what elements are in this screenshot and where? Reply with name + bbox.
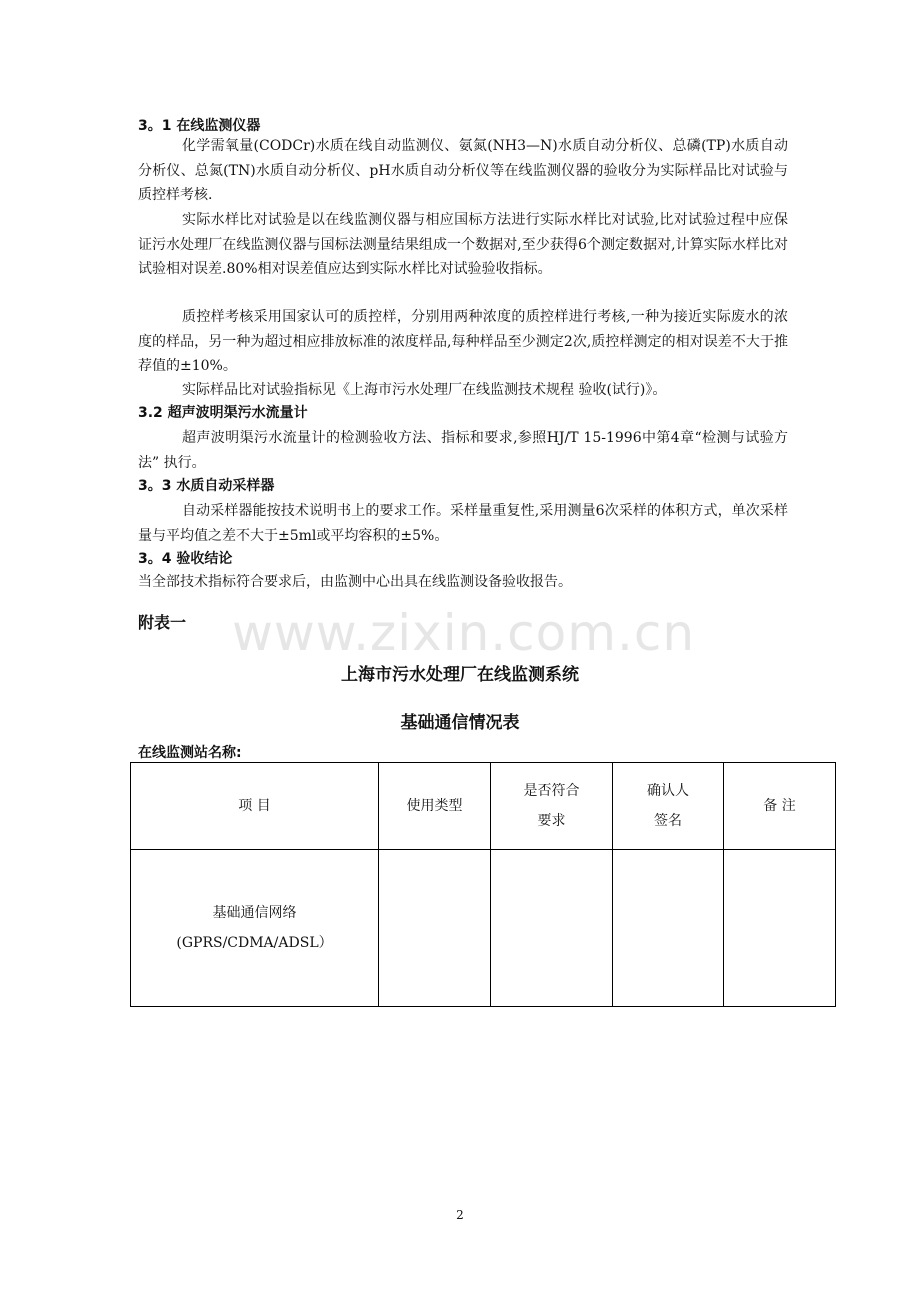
table-subtitle: 基础通信情况表 <box>400 713 520 733</box>
header-cell-type: 使用类型 <box>379 763 491 850</box>
section-heading-3-2: 3.2 超声波明渠污水流量计 <box>138 405 308 421</box>
watermark: www.zixin.com.cn <box>232 604 696 662</box>
header-cell-item: 项 目 <box>131 763 379 850</box>
section-heading-3-1: 3。1 在线监测仪器 <box>138 118 261 134</box>
cell-type <box>379 850 491 1007</box>
section-heading-3-4: 3。4 验收结论 <box>138 551 233 567</box>
header-cell-confirmer: 确认人 签名 <box>613 763 724 850</box>
paragraph: 质控样考核采用国家认可的质控样，分别用两种浓度的质控样进行考核,一种为接近实际废水的浓度的样品，另一种为超过相应排放标准的浓度样品,每种样品至少测定2次,质控样测定的相对误差不大于推荐值的±10%。 <box>138 309 788 374</box>
page-number: 2 <box>456 1208 464 1222</box>
section-heading-3-3: 3。3 水质自动采样器 <box>138 478 275 494</box>
paragraph: 化学需氧量(CODCr)水质在线自动监测仪、氨氮(NH3—N)水质自动分析仪、总磷(TP)水质自动分析仪、总氮(TN)水质自动分析仪、pH水质自动分析仪等在线监测仪器的验收分为实际样品比对试验与质控样考核. <box>138 138 788 203</box>
table-title: 上海市污水处理厂在线监测系统 <box>341 665 579 685</box>
paragraph: 超声波明渠污水流量计的检测验收方法、指标和要求,参照HJ/T 15-1996中第4章“检测与试验方法” 执行。 <box>138 430 788 471</box>
header-cell-compliant: 是否符合 要求 <box>491 763 613 850</box>
station-name-label: 在线监测站名称: <box>138 745 242 761</box>
paragraph: 自动采样器能按技术说明书上的要求工作。采样量重复性,采用测量6次采样的体积方式，单次采样量与平均值之差不大于±5ml或平均容积的±5%。 <box>138 503 788 544</box>
paragraph: 当全部技术指标符合要求后，由监测中心出具在线监测设备验收报告。 <box>138 574 572 590</box>
table-row <box>131 850 836 1007</box>
header-cell-remarks: 备 注 <box>724 763 836 850</box>
paragraph: 实际水样比对试验是以在线监测仪器与相应国标方法进行实际水样比对试验,比对试验过程中应保证污水处理厂在线监测仪器与国标法测量结果组成一个数据对,至少获得6个测定数据对,计算实际水样比对试验相对误差.80%相对误差值应达到实际水样比对试验验收指标。 <box>138 212 788 277</box>
cell-confirmer <box>613 850 724 1007</box>
item-name: 基础通信网络 <box>212 905 297 921</box>
appendix-label: 附表一 <box>138 613 187 632</box>
cell-remarks <box>724 850 836 1007</box>
table-header-row <box>131 763 836 850</box>
cell-compliant <box>491 850 613 1007</box>
communication-table <box>130 762 836 1007</box>
item-detail: (GPRS/CDMA/ADSL） <box>176 935 333 951</box>
paragraph: 实际样品比对试验指标见《上海市污水处理厂在线监测技术规程 验收(试行)》。 <box>182 382 667 398</box>
cell-item <box>131 850 379 1007</box>
